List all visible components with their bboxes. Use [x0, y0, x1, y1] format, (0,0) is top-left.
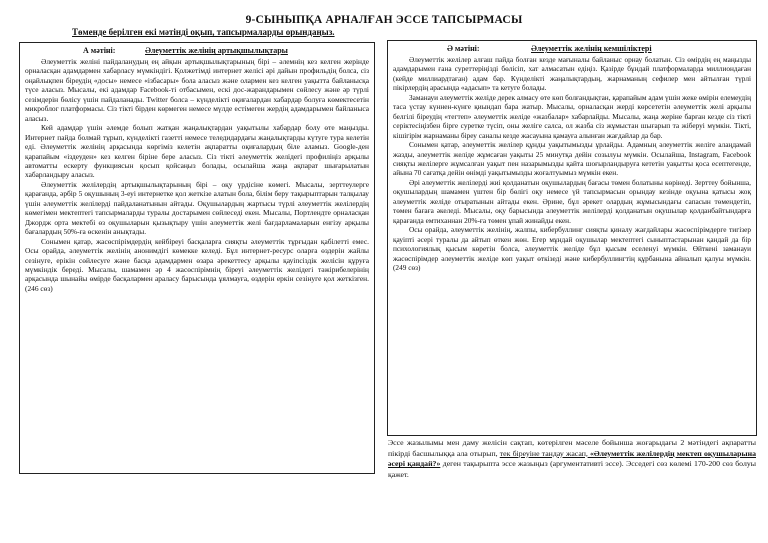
text-a-paragraph-3: Әлеуметтік желілердің артықшылықтарының бірі – оқу үрдісіне көмегі. Мысалы, зерттеулерге қарағанда, әрбір 5 оқушының 3-еуі интернетке қол жеткізе алатын бола, білім беру тақырыптарын талқылау үшін әлеуметтік желілерді пайдаланатынын айтады. Оқушылардың жартысы түрлі әлеуметтік желілердің көмегімен мектептегі тапсырмаларды туралы достарымен сөйлеседі екен. Мысалы, Портлендте орналасқан Джордж орта мектебі өз оқушыларын қызықтыру үшін әлеуметтік желі бағдарламаларын енгізу арқылы бағалардың 50%-ға өскенін анықтады.: [25, 179, 369, 237]
text-b-header: [393, 44, 751, 53]
text-b-heading: Әлеуметтік желінің кемшіліктері: [531, 44, 652, 53]
text-b-paragraph-1: Әлеуметтік желілер алғаш пайда болған кезде мағыналы байланыс орнау болатын. Сіз өмірдің ең маңызды адамдарымен ғана суреттеріңізді бөлісіп, хат алмасатын едіңіз. Қазірде бұндай платформаларда миллиондаған (кейде миллиардтаған) адам бар. Күнделікті жаңалықтардың, жарнаманың сефилер мен айтылған түрлі пікірлердің арасында «адасып» та кетуге болады.: [393, 55, 751, 93]
text-b-paragraph-2: Заманауи әлеуметтік желіде дерек алмасу өте көп болғандықтан, қарапайым адам үшін жеке өмірін елемеудің таса үстау күннен-күнге қиындап бара жатыр. Мысалы, орналасқан жерді көрсететін әлеуметтік желі арқылы белгілі біреудің «тегтеп» әлеуметтік желіде «жазбалар» хабарлайды. Мысалы, жаңа жеріне барған кезде сіз тікті серіктесіңізбен бірге суретке түсіп, оны желіге салса, ол жазба сіз жұмыстан шығарып та жіберуі мүмкін. Тікті, кішігірім жарнаманы біреу саналы кезде жасауына қамауға алынған жағдайлар да бар.: [393, 92, 751, 140]
essay-task: [388, 438, 756, 480]
task-topic: «Әлеуметтік желілердің мектеп оқушыларына әсері қандай?»: [388, 448, 756, 469]
task-text-2: деген тақырыпта эссе жазыңыз (аргументативті эссе). Эсседегі сөз көлемі 170-200 сөз болуы қажет.: [388, 459, 756, 479]
text-b-box: [387, 40, 757, 436]
text-a-paragraph-4: Сонымен қатар, жасөспірімдердің кейбіреуі басқаларға сияқты әлеуметтік тұрғыдан қабілетті емес. Осы орайда, әлеуметтік желінің анонимдігі көмекке келеді. Бұл интернет-ресурс оларға өздерін жайлы сезінуге, ерікін сөйлесуге және басқа адамдармен өзара әрекеттесу арқылы қауіпсіздік желісін құруға мүмкіндік береді. Мысалы, шамамен әр 4 жасөспірімнің біреуі әлеуметтік желідегі тәжірибелерінің арқасында шынайы өмірде басқалармен араласу барысында ұялмауға, өздерін еркін сезінуге қол жеткізген. (246 сөз): [25, 236, 369, 293]
text-a-box: [19, 42, 375, 474]
text-a-header: [25, 46, 369, 55]
task-text-1: Эссе жазылымы мен даму желісін сақтап, көтерілген мәселе бойынша жоғарыдағы 2 мәтіндегі ақпаратты пікірді басшылыққа ала отырып,: [388, 438, 756, 458]
text-b-paragraph-5: Осы орайда, әлеуметтік желінің, жалпы, кибербуллинг сияқты қиналу жағдайлары жасөспірімдерге тигізер қауіпті әсері туралы да айтып өткен жөн. Егер мұндай оқушылар мектептегі сыныптастарынан қандай да бір психологиялық қысым көретін болса, әлеуметтік желіде бұл қысым еселенуі мүмкін. Өйткені заманауи жасөспірімдер әлеуметтік желіде көп уақыт өткізеді және кибербуллингтің құрбанына айналып қалуы мүмкін. (249 сөз): [393, 225, 751, 272]
instructions-subtitle: [72, 27, 335, 37]
text-a-heading: Әлеуметтік желінің артықшылықтары: [145, 46, 288, 55]
text-a-paragraph-2: Кей адамдар үшін әлемде болып жатқан жаңалықтардан уақытылы хабардар болу өте маңызды. Интернет пайда болмай тұрып, күнделікті газетті немесе теледидардағы жаңалықтарды күтуге тура келетін еді. Әлеуметтік желінің арқасында көргіміз келетін ақпаратты оқиғалардың біле аламыз. Google-ден қарапайым «іздеуден» кез келген біріне бере аласыз. Сіз тікті әлеуметтік желідегі профиліңіз арқылы автоматты ескерту функциясын қосып қойсаңыз болады, осылайша жаңа ақпарат шығарылатын хабарландыру аласыз.: [25, 123, 369, 180]
text-a-paragraph-1: Әлеуметтік желіні пайдаланудың ең айқын артықшылықтарының бірі – әлемнің кез келген жерінде орналасқан адамдармен хабарласу мүмкіндігі. Қолжетімді интернет желісі әрі дайын профильдің болса, сіз оңайлықпен біреудің «досы» немесе «ізбасары» бола аласыз және олармен кез келген уақытта байланысқа түсе аласыз. Мысалы, екі адамдар Facebook-ті отбасымен, ескі дос-жарандарымен сөйлесу және әр түрлі сезімдерін бөлісу үшін пайдаланады. Twitter болса – күнделікті оқиғалардан хабардар болуға көмектесетін микроблог платформасы. Сіз тікті бірден көрмеген немесе мүлде естімеген жердің адамдарымен байланыса аласыз.: [25, 57, 369, 123]
page-title: 9-СЫНЫПҚА АРНАЛҒАН ЭССЕ ТАПСЫРМАСЫ: [245, 14, 523, 26]
text-b-label: Ә мәтіні:: [447, 44, 480, 53]
text-a-label: А мәтіні:: [83, 46, 116, 55]
text-b-paragraph-4: Әрі әлеуметтік желілерді жиі қолданатын оқушылардың бағасы төмен болатыны көрінеді. Зерттеу бойынша, оқушылардың шамамен үштен бір бөлігі оқу немесе үй тапсырмасын орындау кезінде оқуына қатысы жоқ әлеуметтік желіде отыратынын айтады екен. Әрине, бұл әрекет олардың жұмысындағы сапасын төмендетіп, төмен бағаға әкеледі. Мысалы, оқу барысында әлеуметтік желілерді қолданатын оқушылар қолданбайтындарға қарағанда емтиханнан 20%-ға төмен ұпай жинайды екен.: [393, 177, 751, 225]
task-choice-underlined: тек біреуіне тандау жасап,: [499, 448, 588, 458]
subtitle-text: Төменде берілген екі мәтінді оқып, тапсырмаларды орындаңыз.: [72, 27, 335, 37]
text-b-paragraph-3: Сонымен қатар, әлеуметтік желілер құнды уақытымызды ұрлайды. Адамның әлеуметтік желіге алаңдамай жазды, әлеуметтік желіде жұмсаған уақыты 25 минутқа дейін созылуы мүмкін. Осылайша, Instagram, Facebook сияқты желілерге жұмсалған уақыт пен назарымызды қайта шоғырландыруға кететін уақытты қоса есептегенде, айына 70 сағатқа дейін өнімді уақытымызды жоғалтуымыз мүмкін екен.: [393, 140, 751, 178]
